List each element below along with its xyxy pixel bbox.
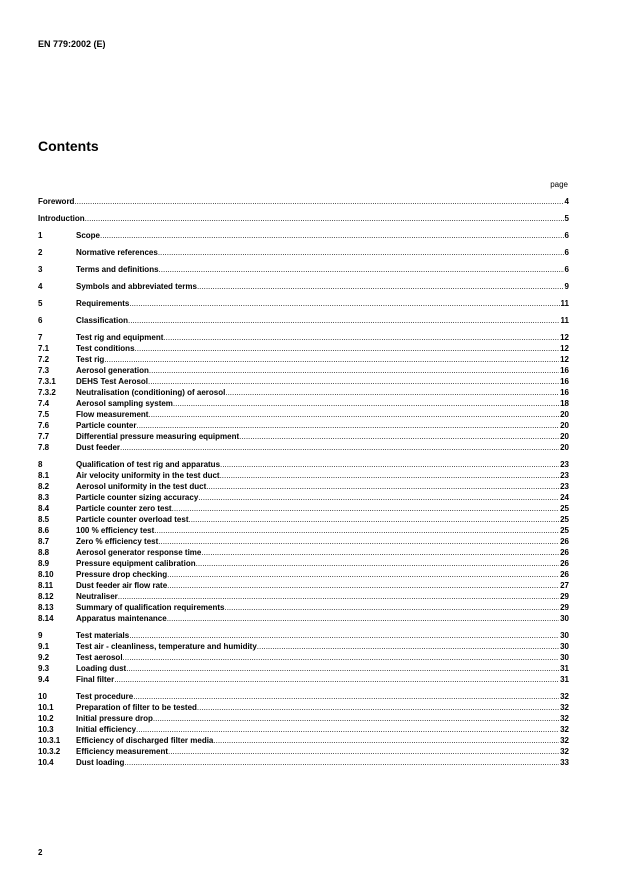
toc-entry-number: 10.3.2	[38, 747, 61, 756]
toc-dot-leader	[196, 558, 560, 569]
toc-dot-leader	[114, 674, 559, 685]
toc-entry[interactable]	[38, 503, 569, 514]
toc-entry-title: Classification	[76, 316, 129, 325]
toc-entry-number: 10.4	[38, 758, 54, 767]
toc-dot-leader	[163, 332, 559, 343]
toc-entry-number: 8	[38, 460, 43, 469]
toc-entry[interactable]	[38, 602, 569, 613]
toc-entry-number: 8.5	[38, 515, 50, 524]
toc-dot-leader	[167, 580, 559, 591]
table-of-contents	[38, 196, 569, 768]
toc-dot-leader	[120, 442, 559, 453]
toc-entry-title: Neutraliser	[76, 592, 118, 601]
toc-entry-number: 1	[38, 231, 43, 240]
toc-entry-page: 31	[560, 664, 569, 673]
toc-dot-leader	[126, 663, 559, 674]
toc-entry-title: Apparatus maintenance	[76, 614, 167, 623]
toc-entry-title: Aerosol generation	[76, 366, 149, 375]
toc-entry-number: 7.7	[38, 432, 50, 441]
toc-entry-page: 29	[560, 603, 569, 612]
toc-entry-page: 4	[564, 197, 569, 206]
toc-entry-page: 12	[560, 355, 569, 364]
toc-entry-title: DEHS Test Aerosol	[76, 377, 149, 386]
toc-entry[interactable]	[38, 591, 569, 602]
toc-entry-number: 5	[38, 299, 43, 308]
toc-dot-leader	[197, 702, 559, 713]
toc-dot-leader	[123, 652, 560, 663]
toc-entry[interactable]	[38, 735, 569, 746]
toc-entry-page: 32	[560, 725, 569, 734]
toc-dot-leader	[225, 387, 559, 398]
toc-entry[interactable]	[38, 481, 569, 492]
toc-dot-leader	[224, 602, 559, 613]
toc-entry[interactable]	[38, 713, 569, 724]
page-number: 2	[38, 848, 43, 857]
toc-entry-page: 6	[564, 248, 569, 257]
toc-entry-page: 30	[560, 653, 569, 662]
toc-entry-page: 16	[560, 377, 569, 386]
toc-entry[interactable]	[38, 213, 569, 224]
toc-dot-leader	[197, 281, 564, 292]
toc-entry-page: 32	[560, 714, 569, 723]
toc-entry[interactable]	[38, 365, 569, 376]
toc-entry-number: 8.10	[38, 570, 54, 579]
toc-entry-title: Initial efficiency	[76, 725, 137, 734]
toc-entry-number: 7.2	[38, 355, 50, 364]
toc-entry-page: 5	[564, 214, 569, 223]
toc-entry-number: 8.3	[38, 493, 50, 502]
toc-entry[interactable]	[38, 420, 569, 431]
toc-entry-title: Zero % efficiency test	[76, 537, 159, 546]
toc-entry-number: 8.8	[38, 548, 50, 557]
toc-entry[interactable]	[38, 264, 569, 275]
toc-entry-title: Particle counter	[76, 421, 137, 430]
document-id: EN 779:2002 (E)	[38, 39, 106, 49]
toc-entry[interactable]	[38, 702, 569, 713]
toc-entry[interactable]	[38, 547, 569, 558]
toc-entry[interactable]	[38, 247, 569, 258]
toc-entry-page: 25	[560, 526, 569, 535]
toc-entry-page: 32	[560, 747, 569, 756]
toc-entry[interactable]	[38, 613, 569, 624]
toc-entry-number: 8.9	[38, 559, 50, 568]
toc-entry[interactable]	[38, 387, 569, 398]
toc-entry-title: Aerosol uniformity in the test duct	[76, 482, 207, 491]
toc-entry-title: Terms and definitions	[76, 265, 159, 274]
toc-entry[interactable]	[38, 332, 569, 343]
toc-dot-leader	[104, 354, 559, 365]
toc-entry-number: 8.13	[38, 603, 54, 612]
toc-dot-leader	[220, 470, 560, 481]
toc-entry-page: 32	[560, 692, 569, 701]
toc-entry-page: 30	[560, 642, 569, 651]
toc-entry[interactable]	[38, 442, 569, 453]
toc-entry-title: Pressure equipment calibration	[76, 559, 196, 568]
toc-entry-page: 29	[560, 592, 569, 601]
toc-entry-title: Dust feeder	[76, 443, 121, 452]
toc-entry[interactable]	[38, 343, 569, 354]
toc-dot-leader	[129, 298, 559, 309]
toc-entry-page: 20	[560, 421, 569, 430]
toc-entry-page: 32	[560, 703, 569, 712]
toc-entry[interactable]	[38, 652, 569, 663]
toc-entry-page: 24	[560, 493, 569, 502]
page-column-label: page	[550, 180, 568, 189]
toc-entry-title: Introduction	[38, 214, 85, 223]
toc-entry-page: 16	[560, 388, 569, 397]
toc-entry-title: Aerosol sampling system	[76, 399, 173, 408]
toc-entry[interactable]	[38, 354, 569, 365]
toc-entry-number: 6	[38, 316, 43, 325]
toc-dot-leader	[136, 724, 559, 735]
toc-entry-page: 26	[560, 570, 569, 579]
toc-entry-number: 7.3.1	[38, 377, 56, 386]
toc-entry-number: 4	[38, 282, 43, 291]
toc-entry-page: 16	[560, 366, 569, 375]
toc-entry-number: 8.7	[38, 537, 50, 546]
toc-entry-page: 26	[560, 537, 569, 546]
toc-entry-page: 20	[560, 443, 569, 452]
toc-entry-number: 8.11	[38, 581, 54, 590]
toc-entry-title: 100 % efficiency test	[76, 526, 155, 535]
toc-dot-leader	[168, 746, 559, 757]
toc-entry-title: Air velocity uniformity in the test duct	[76, 471, 220, 480]
toc-entry-number: 8.1	[38, 471, 50, 480]
toc-entry[interactable]	[38, 281, 569, 292]
toc-entry-title: Differential pressure measuring equipment	[76, 432, 240, 441]
toc-entry[interactable]	[38, 724, 569, 735]
toc-entry-page: 27	[560, 581, 569, 590]
toc-dot-leader	[118, 591, 559, 602]
toc-dot-leader	[148, 376, 559, 387]
toc-entry-title: Normative references	[76, 248, 158, 257]
toc-entry-title: Dust feeder air flow rate	[76, 581, 168, 590]
toc-dot-leader	[158, 536, 559, 547]
toc-entry-title: Final filter	[76, 675, 115, 684]
toc-entry-number: 9.4	[38, 675, 50, 684]
toc-entry[interactable]	[38, 196, 569, 207]
toc-entry-page: 33	[560, 758, 569, 767]
toc-entry[interactable]	[38, 492, 569, 503]
toc-entry-title: Aerosol generator response time	[76, 548, 202, 557]
toc-entry[interactable]	[38, 558, 569, 569]
toc-entry[interactable]	[38, 298, 569, 309]
toc-entry-title: Test rig and equipment	[76, 333, 164, 342]
toc-entry[interactable]	[38, 691, 569, 702]
toc-entry[interactable]	[38, 641, 569, 652]
toc-entry-page: 23	[560, 482, 569, 491]
toc-entry-title: Test aerosol	[76, 653, 123, 662]
toc-entry-page: 32	[560, 736, 569, 745]
toc-dot-leader	[124, 757, 559, 768]
toc-entry-number: 10.3	[38, 725, 54, 734]
toc-entry-title: Particle counter sizing accuracy	[76, 493, 199, 502]
toc-dot-leader	[167, 569, 559, 580]
toc-entry-title: Particle counter overload test	[76, 515, 189, 524]
toc-entry-number: 7.8	[38, 443, 50, 452]
toc-entry-title: Summary of qualification requirements	[76, 603, 225, 612]
toc-entry-title: Test conditions	[76, 344, 135, 353]
toc-dot-leader	[128, 315, 560, 326]
toc-entry-number: 2	[38, 248, 43, 257]
toc-entry[interactable]	[38, 757, 569, 768]
toc-entry-number: 8.4	[38, 504, 50, 513]
toc-dot-leader	[148, 409, 559, 420]
toc-entry-page: 11	[560, 299, 569, 308]
toc-dot-leader	[173, 398, 559, 409]
toc-entry-page: 23	[560, 460, 569, 469]
toc-entry-title: Flow measurement	[76, 410, 149, 419]
toc-entry-page: 20	[560, 432, 569, 441]
toc-entry[interactable]	[38, 230, 569, 241]
toc-dot-leader	[167, 613, 559, 624]
toc-entry[interactable]	[38, 398, 569, 409]
toc-entry-number: 9.3	[38, 664, 50, 673]
toc-entry-page: 12	[560, 344, 569, 353]
toc-entry-number: 10.3.1	[38, 736, 61, 745]
toc-dot-leader	[135, 343, 560, 354]
toc-entry-page: 30	[560, 614, 569, 623]
toc-entry-number: 8.2	[38, 482, 50, 491]
toc-entry-number: 7.3	[38, 366, 50, 375]
toc-entry-page: 18	[560, 399, 569, 408]
toc-entry-page: 12	[560, 333, 569, 342]
toc-dot-leader	[100, 230, 564, 241]
toc-dot-leader	[188, 514, 559, 525]
toc-entry-number: 9	[38, 631, 43, 640]
toc-entry-number: 7.5	[38, 410, 50, 419]
toc-entry[interactable]	[38, 409, 569, 420]
toc-dot-leader	[206, 481, 559, 492]
toc-entry-title: Test rig	[76, 355, 105, 364]
toc-entry[interactable]	[38, 470, 569, 481]
toc-entry[interactable]	[38, 663, 569, 674]
toc-entry-title: Test procedure	[76, 692, 134, 701]
toc-entry-title: Initial pressure drop	[76, 714, 153, 723]
toc-entry-page: 6	[564, 265, 569, 274]
toc-entry-page: 25	[560, 504, 569, 513]
toc-entry[interactable]	[38, 431, 569, 442]
toc-dot-leader	[201, 547, 559, 558]
toc-entry-number: 7	[38, 333, 43, 342]
toc-entry-number: 3	[38, 265, 43, 274]
toc-entry-number: 10.1	[38, 703, 54, 712]
toc-dot-leader	[129, 630, 559, 641]
page-title: Contents	[38, 138, 99, 154]
toc-entry-title: Particle counter zero test	[76, 504, 172, 513]
toc-entry-page: 30	[560, 631, 569, 640]
toc-dot-leader	[172, 503, 560, 514]
toc-dot-leader	[133, 691, 559, 702]
toc-dot-leader	[213, 735, 559, 746]
toc-entry-number: 8.12	[38, 592, 54, 601]
toc-dot-leader	[158, 247, 564, 258]
toc-entry-title: Symbols and abbreviated terms	[76, 282, 197, 291]
toc-entry[interactable]	[38, 580, 569, 591]
toc-entry[interactable]	[38, 459, 569, 470]
toc-dot-leader	[136, 420, 559, 431]
toc-entry-title: Efficiency measurement	[76, 747, 169, 756]
toc-entry-number: 10	[38, 692, 47, 701]
toc-entry-page: 9	[564, 282, 569, 291]
toc-entry-page: 6	[564, 231, 569, 240]
toc-entry[interactable]	[38, 514, 569, 525]
toc-entry-number: 10.2	[38, 714, 54, 723]
toc-entry[interactable]	[38, 674, 569, 685]
toc-dot-leader	[198, 492, 559, 503]
toc-entry-number: 7.3.2	[38, 388, 56, 397]
toc-dot-leader	[74, 196, 563, 207]
toc-entry-page: 23	[560, 471, 569, 480]
toc-entry-number: 7.6	[38, 421, 50, 430]
toc-entry[interactable]	[38, 746, 569, 757]
toc-entry-title: Qualification of test rig and apparatus	[76, 460, 221, 469]
toc-entry[interactable]	[38, 569, 569, 580]
toc-entry-title: Requirements	[76, 299, 130, 308]
toc-dot-leader	[85, 213, 564, 224]
toc-entry-page: 11	[560, 316, 569, 325]
toc-entry-page: 31	[560, 675, 569, 684]
toc-entry-title: Pressure drop checking	[76, 570, 168, 579]
toc-entry-number: 9.2	[38, 653, 50, 662]
toc-entry-number: 7.1	[38, 344, 50, 353]
toc-entry[interactable]	[38, 630, 569, 641]
toc-entry-title: Foreword	[38, 197, 75, 206]
toc-entry-title: Test air - cleanliness, temperature and humidity	[76, 642, 257, 651]
toc-entry-page: 26	[560, 559, 569, 568]
toc-entry-title: Test materials	[76, 631, 130, 640]
toc-entry-title: Loading dust	[76, 664, 127, 673]
toc-entry[interactable]	[38, 525, 569, 536]
toc-dot-leader	[149, 365, 559, 376]
toc-entry-number: 7.4	[38, 399, 50, 408]
toc-entry-page: 26	[560, 548, 569, 557]
toc-entry-number: 8.14	[38, 614, 54, 623]
toc-dot-leader	[220, 459, 559, 470]
toc-entry-title: Neutralisation (conditioning) of aerosol	[76, 388, 226, 397]
toc-entry-number: 9.1	[38, 642, 50, 651]
toc-dot-leader	[239, 431, 559, 442]
toc-entry-title: Dust loading	[76, 758, 125, 767]
toc-entry-title: Efficiency of discharged filter media	[76, 736, 214, 745]
toc-entry-page: 25	[560, 515, 569, 524]
toc-entry[interactable]	[38, 315, 569, 326]
toc-dot-leader	[257, 641, 559, 652]
toc-dot-leader	[159, 264, 564, 275]
toc-entry-title: Scope	[76, 231, 101, 240]
toc-dot-leader	[154, 525, 559, 536]
toc-entry[interactable]	[38, 536, 569, 547]
toc-dot-leader	[153, 713, 559, 724]
toc-entry-page: 20	[560, 410, 569, 419]
toc-entry-title: Preparation of filter to be tested	[76, 703, 197, 712]
toc-entry-number: 8.6	[38, 526, 50, 535]
toc-entry[interactable]	[38, 376, 569, 387]
